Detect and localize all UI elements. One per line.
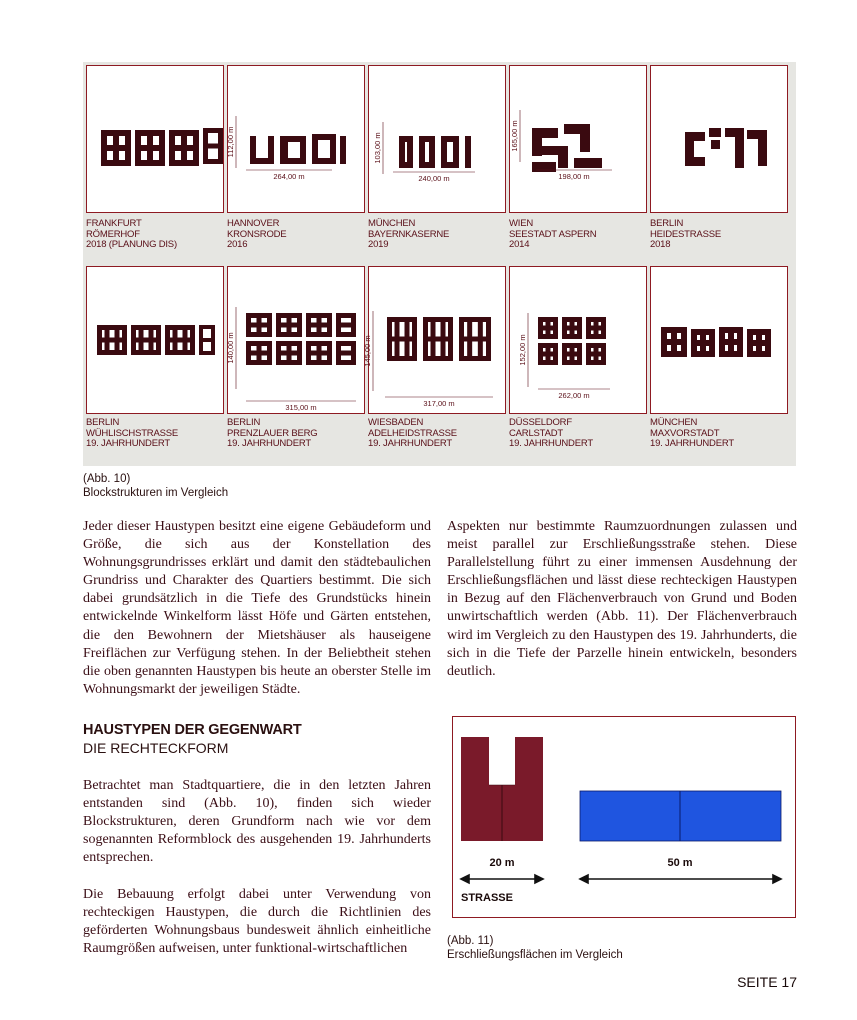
site-plan-caption-line: MAXVORSTADT (650, 427, 720, 439)
site-plan-panel (86, 266, 224, 414)
width-dimension-label: 317,00 m (423, 399, 455, 408)
building-block (306, 323, 332, 328)
building-block (169, 145, 199, 151)
site-plan-caption-line: MÜNCHEN (650, 417, 698, 428)
section-paragraph-1-block (83, 777, 431, 867)
building-block (246, 323, 272, 328)
building-block (276, 323, 302, 328)
site-plan-caption-line: BERLIN (86, 417, 120, 428)
site-plan-drawing (363, 267, 507, 415)
site-plan-caption-line: 2014 (509, 239, 530, 250)
site-plan-caption-line: HANNOVER (227, 218, 280, 229)
building-block (268, 136, 274, 164)
site-plan-caption-line: 19. JAHRHUNDERT (509, 438, 593, 449)
figure-11-number: (Abb. 11) (447, 935, 494, 947)
site-plan-caption-line: ADELHEIDSTRASSE (368, 427, 457, 439)
site-plan-drawing (369, 66, 507, 214)
site-plan-caption (509, 418, 649, 450)
width-dimension-label: 315,00 m (285, 403, 317, 412)
site-plan-caption-line: BERLIN (650, 218, 684, 229)
building-block (340, 136, 346, 164)
building-block (336, 351, 356, 356)
right-dimension-arrow (580, 875, 781, 883)
building-block (758, 130, 767, 166)
section-subheading: DIE RECHTECKFORM (83, 740, 229, 756)
site-plan-panel (368, 65, 506, 213)
site-plan-caption-line: BAYERNKASERNE (368, 228, 450, 240)
site-plan-drawing (651, 267, 789, 415)
site-plan-caption-line: WIESBADEN (368, 417, 424, 428)
building-block (407, 136, 413, 168)
site-plan-caption (509, 219, 649, 251)
right-dimension-label: 50 m (667, 857, 693, 869)
site-plan-caption (650, 418, 790, 450)
building-block (586, 326, 606, 331)
right-column-intro (447, 518, 797, 681)
site-plan-caption-line: DÜSSELDORF (509, 417, 572, 428)
site-plan-caption-line: SEESTADT ASPERN (509, 228, 597, 240)
left-dimension-arrow (461, 875, 543, 883)
right-paragraph-1: Aspekten nur bestimmte Raumzuordnungen zulassen und meist parallel zur Erschließungsstraße stehen. Diese Parallelstellung führt zu einer immensen Ausdehnung der Erschließungsflächen und lässt diese rechteckigen Haustypen in Bezug auf den Flächenverbrauch von Grund und Boden unwirtschaftlich werden (Abb. 11). Der Flächenverbrauch wird im Vergleich zu den Haustypen des 19. Jahrhunderts, die sich in die Tiefe der Parzelle hinein entwickeln, besonders deutlich. (447, 519, 797, 679)
site-plan-caption-line: RÖMERHOF (86, 228, 140, 240)
building-block (586, 352, 606, 357)
building-block (538, 352, 558, 357)
building-block (709, 128, 721, 137)
site-plan-caption-line: FRANKFURT (86, 218, 142, 229)
site-plan-drawing (510, 267, 648, 415)
height-dimension-label: 140,00 m (226, 332, 235, 364)
site-plan-caption-line: 2016 (227, 239, 248, 250)
site-plan-panel (363, 266, 506, 414)
height-dimension-label: 145,00 m (363, 335, 372, 367)
height-dimension-label: 103,00 m (373, 132, 382, 164)
figure-10-caption (83, 472, 228, 500)
section-paragraph-1: Betrachtet man Stadtquartiere, die in den letzten Jahren entstanden sind (Abb. 10), finden sich wieder Blockstrukturen, deren Grundform nach wie vor dem sogenannten Reformblock des ausgehenden 19. Jahrhunderts entsprechen. (83, 778, 431, 866)
width-dimension-label: 240,00 m (418, 174, 450, 183)
site-plan-drawing (510, 66, 648, 214)
building-block (453, 136, 459, 168)
site-plan-panel (650, 65, 788, 213)
building-block (165, 338, 195, 343)
building-block (419, 136, 425, 168)
building-block (562, 326, 582, 331)
building-block (532, 162, 556, 172)
building-block (459, 337, 491, 342)
building-block (562, 352, 582, 357)
building-block (306, 351, 332, 356)
building-block (387, 337, 417, 342)
section-paragraph-2: Die Bebauung erfolgt dabei unter Verwendung von rechteckigen Haustypen, die durch die Richtlinien des geförderten Wohnungsbaus bundesweit ähnlich einheitliche Raumgrößen aufweisen, unter funktional-wirtschaftlichen (83, 887, 431, 957)
site-plan-caption-line: BERLIN (227, 417, 261, 428)
site-plan-caption-line: CARLSTADT (509, 427, 563, 439)
building-block (97, 338, 127, 343)
building-block (747, 340, 771, 346)
figure-11 (452, 716, 796, 918)
building-block (685, 157, 705, 166)
building-block (711, 140, 720, 149)
site-plan-caption-line: 19. JAHRHUNDERT (368, 438, 452, 449)
site-plan-panel (86, 65, 224, 213)
building-block (336, 323, 356, 328)
building-block (558, 146, 568, 168)
building-block (580, 124, 590, 152)
street-label: STRASSE (461, 892, 513, 904)
site-plan-panel (509, 266, 647, 414)
site-plan-panel (227, 65, 365, 213)
building-block (423, 337, 453, 342)
figure-11-title: Erschließungsflächen im Vergleich (447, 949, 623, 961)
site-plan-panel (509, 65, 647, 213)
figure-10-title: Blockstrukturen im Vergleich (83, 487, 229, 499)
building-block (441, 136, 447, 168)
building-block (429, 136, 435, 168)
site-plan-caption-line: 2018 (650, 239, 671, 250)
left-column-intro (83, 518, 431, 699)
site-plan-caption-line: 2018 (PLANUNG DIS) (86, 239, 177, 250)
site-plan-caption (650, 219, 790, 251)
building-block (135, 145, 165, 151)
site-plan-caption-line: HEIDESTRASSE (650, 228, 721, 240)
building-block (203, 144, 223, 149)
left-paragraph-1: Jeder dieser Haustypen besitzt eine eigene Gebäudeform und Größe, die sich aus der Konstellation des Wohnungsgrundrisses erklärt und damit den städtebaulichen Grundriss und Charakter des Quartiers bestimmt. Die sich dabei grundsätzlich in die Tiefe des Grundstücks hinein entwickelnde Winkelform lässt Höfe und Gärten entstehen, die den Bewohnern der Mietshäuser als hauseigene Freiflächen zur Verfügung stehen. In der Beliebtheit stehen die oben genannten Haustypen bis heute an oberster Stelle im Wohnungsmarkt der jeweiligen Städte. (83, 519, 431, 697)
building-block (280, 158, 306, 164)
building-block (131, 338, 161, 343)
section-paragraph-2-block (83, 886, 431, 958)
width-dimension-label: 198,00 m (558, 172, 590, 181)
site-plan-caption-line: 19. JAHRHUNDERT (650, 438, 734, 449)
site-plan-drawing (87, 66, 225, 214)
site-plan-caption-line: 2019 (368, 239, 389, 250)
site-plan-caption-line: KRONSRODE (227, 228, 287, 240)
left-dimension-label: 20 m (489, 857, 515, 869)
site-plan-drawing (651, 66, 789, 214)
building-block (199, 338, 215, 342)
site-plan-caption-line: WIEN (509, 218, 534, 229)
building-block (276, 351, 302, 356)
site-plan-caption-line: PRENZLAUER BERG (227, 427, 318, 439)
building-block (246, 351, 272, 356)
building-block (399, 136, 405, 168)
site-plan-caption (368, 219, 508, 251)
building-block (661, 339, 687, 345)
site-plan-caption (86, 219, 226, 251)
figure-10-grid (83, 62, 796, 466)
figure-11-diagram (453, 717, 797, 919)
building-block (719, 339, 743, 345)
site-plan-caption (368, 418, 508, 450)
figure-10-number: (Abb. 10) (83, 473, 131, 485)
section-heading: HAUSTYPEN DER GEGENWART (83, 722, 302, 738)
site-plan-caption (86, 418, 226, 450)
site-plan-caption-line: MÜNCHEN (368, 218, 416, 229)
site-plan-caption-line: WÜHLISCHSTRASSE (86, 427, 179, 439)
height-dimension-label: 152,00 m (518, 334, 527, 366)
building-block (691, 340, 715, 346)
building-block (574, 158, 602, 168)
site-plan-caption-line: 19. JAHRHUNDERT (227, 438, 311, 449)
figure-11-caption (447, 934, 623, 962)
site-plan-caption (227, 418, 367, 450)
page-number: SEITE 17 (737, 974, 797, 990)
site-plan-drawing (87, 267, 225, 415)
site-plan-drawing (228, 267, 366, 415)
height-dimension-label: 165,00 m (510, 120, 519, 152)
site-plan-panel (227, 266, 365, 414)
building-block (101, 145, 131, 151)
site-plan-drawing (228, 66, 366, 214)
building-block (735, 128, 744, 168)
width-dimension-label: 264,00 m (273, 172, 305, 181)
width-dimension-label: 262,00 m (558, 391, 590, 400)
building-block (330, 134, 336, 164)
building-block (538, 326, 558, 331)
site-plan-caption (227, 219, 367, 251)
building-block (465, 136, 471, 168)
site-plan-panel (650, 266, 788, 414)
height-dimension-label: 112,00 m (226, 126, 235, 158)
site-plan-caption-line: 19. JAHRHUNDERT (86, 438, 170, 449)
